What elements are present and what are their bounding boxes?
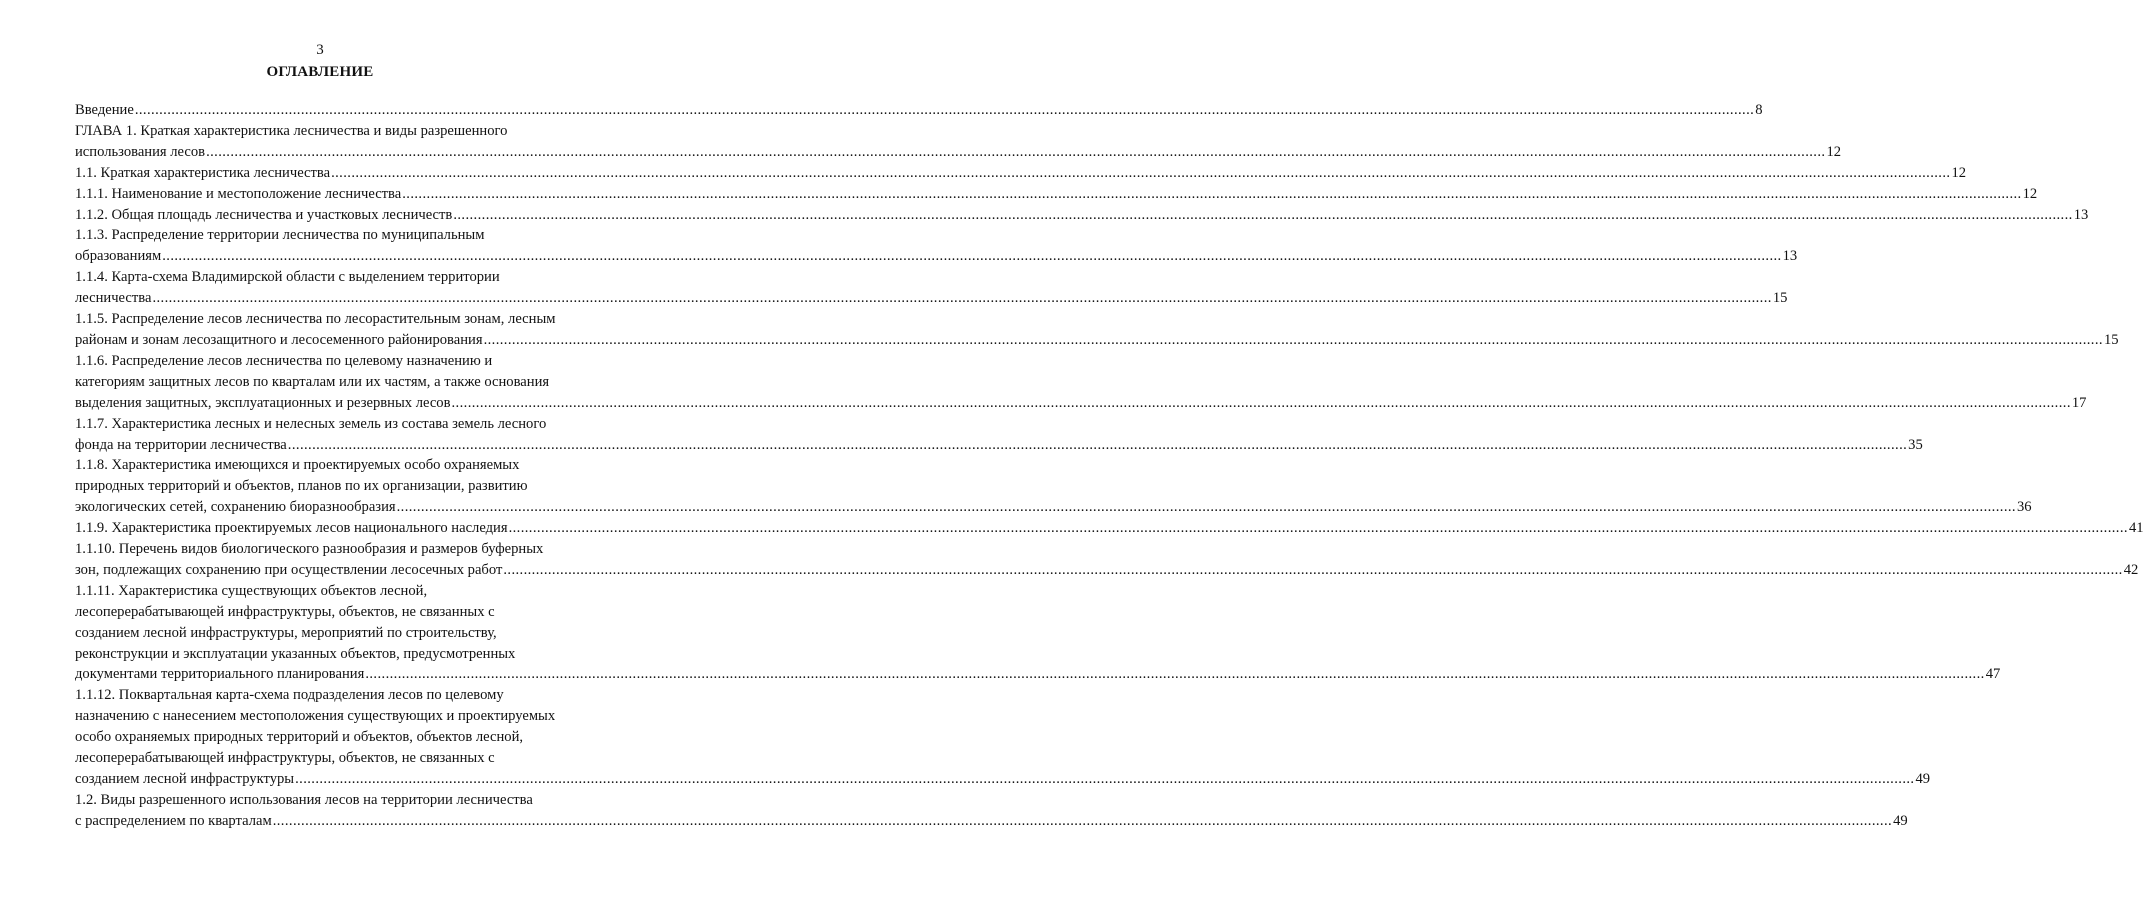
toc-entry[interactable] [75, 184, 2038, 205]
toc-page-number: 49 [1893, 812, 1908, 829]
dot-leader: ................................................................................................................................................................................................................................................................................................................................................................................................................ [272, 812, 1893, 829]
toc-entry-text: лесничества [75, 290, 152, 307]
toc-entry-text: 1.2. Виды разрешенного использования лесов на территории лесничества [75, 791, 533, 808]
toc-page-number: 8 [1755, 102, 1763, 118]
toc-entry[interactable] [75, 539, 2139, 581]
toc-entry-text: 1.1.2. Общая площадь лесничества и участковых лесничеств [75, 206, 453, 223]
toc-page-number: 13 [2073, 206, 2089, 223]
toc-entry[interactable] [75, 225, 1798, 267]
dot-leader: ................................................................................................................................................................................................................................................................................................................................................................................................................ [451, 394, 2071, 411]
toc-entry[interactable] [75, 518, 2144, 539]
toc-entry-text: созданием лесной инфраструктуры, мероприятий по строительству, [75, 624, 497, 641]
toc-entry-text: Введение [75, 102, 134, 118]
toc-page-number: 12 [1951, 164, 1967, 181]
toc-entry-text: экологических сетей, сохранению биоразнообразия [75, 499, 396, 516]
toc-entry-text: фонда на территории лесничества [75, 436, 287, 453]
dot-leader: ................................................................................................................................................................................................................................................................................................................................................................................................................ [503, 561, 2123, 578]
toc-entry-text: использования лесов [75, 143, 206, 160]
toc-page-number: 49 [1915, 771, 1931, 787]
toc-entry-text: ГЛАВА 1. Краткая характеристика лесничества и виды разрешенного [75, 122, 508, 139]
page-title: ОГЛАВЛЕНИЕ [266, 64, 374, 80]
toc-entry-text: созданием лесной инфраструктуры [75, 771, 295, 787]
toc-entry-text: лесоперерабатывающей инфраструктуры, объектов, не связанных с [75, 603, 495, 620]
dot-leader: ................................................................................................................................................................................................................................................................................................................................................................................................................ [453, 206, 2073, 223]
toc-entry-text: выделения защитных, эксплуатационных и резервных лесов [75, 394, 451, 411]
toc-entry-text: районам и зонам лесозащитного и лесосеменного районирования [75, 331, 483, 348]
toc-entry-text: 1.1.5. Распределение лесов лесничества по лесорастительным зонам, лесным [75, 311, 556, 328]
dot-leader: ................................................................................................................................................................................................................................................................................................................................................................................................................ [331, 164, 1951, 181]
dot-leader: ................................................................................................................................................................................................................................................................................................................................................................................................................ [402, 185, 2022, 202]
toc-entry-text: категориям защитных лесов по кварталам или их частям, а также основания [75, 373, 550, 390]
toc-page-number: 12 [2022, 185, 2038, 202]
toc-entry-text: 1.1.9. Характеристика проектируемых лесов национального наследия [75, 520, 508, 537]
toc-entry[interactable] [75, 581, 2001, 686]
toc-page-number: 17 [2071, 394, 2087, 411]
dot-leader: ................................................................................................................................................................................................................................................................................................................................................................................................................ [365, 666, 1985, 683]
toc-page-number: 35 [1908, 436, 1923, 453]
toc-entry-text: 1.1.7. Характеристика лесных и нелесных земель из состава земель лесного [75, 415, 547, 432]
table-of-contents [75, 100, 2144, 832]
dot-leader: ................................................................................................................................................................................................................................................................................................................................................................................................................ [483, 331, 2103, 348]
toc-entry[interactable] [75, 205, 2089, 226]
toc-page-number: 15 [2103, 331, 2119, 348]
dot-leader: ................................................................................................................................................................................................................................................................................................................................................................................................................ [396, 499, 2016, 516]
toc-entry-text: 1.1.1. Наименование и местоположение лесничества [75, 185, 402, 202]
toc-page-number: 12 [1826, 143, 1842, 160]
toc-entry-text: назначению с нанесением местоположения существующих и проектируемых [75, 708, 556, 725]
dot-leader: ................................................................................................................................................................................................................................................................................................................................................................................................................ [162, 248, 1782, 265]
toc-page-number: 15 [1772, 290, 1788, 307]
toc-entry[interactable] [75, 685, 1931, 790]
toc-entry-text: с распределением по кварталам [75, 812, 272, 829]
page-number: 3 [316, 42, 324, 58]
toc-entry-text: 1.1.6. Распределение лесов лесничества по целевому назначению и [75, 352, 493, 369]
toc-entry[interactable] [75, 267, 1788, 309]
toc-page-number: 13 [1782, 248, 1798, 265]
toc-entry-text: документами территориального планирования [75, 666, 365, 683]
toc-entry-text: 1.1.3. Распределение территории лесничества по муниципальным [75, 227, 485, 244]
toc-entry-text: природных территорий и объектов, планов по их организации, развитию [75, 478, 528, 495]
dot-leader: ................................................................................................................................................................................................................................................................................................................................................................................................................ [134, 102, 1755, 118]
dot-leader: ................................................................................................................................................................................................................................................................................................................................................................................................................ [287, 436, 1908, 453]
dot-leader: ................................................................................................................................................................................................................................................................................................................................................................................................................ [508, 520, 2128, 537]
toc-entry[interactable] [75, 121, 1842, 163]
toc-entry-text: 1.1.8. Характеристика имеющихся и проектируемых особо охраняемых [75, 457, 520, 474]
toc-page-number: 42 [2123, 561, 2139, 578]
toc-entry-text: реконструкции и эксплуатации указанных объектов, предусмотренных [75, 645, 516, 662]
toc-entry[interactable] [75, 309, 2119, 351]
toc-entry-text: 1.1.12. Поквартальная карта-схема подразделения лесов по целевому [75, 687, 504, 704]
dot-leader: ................................................................................................................................................................................................................................................................................................................................................................................................................ [206, 143, 1826, 160]
toc-entry[interactable] [75, 790, 1908, 832]
toc-entry-text: зон, подлежащих сохранению при осуществлении лесосечных работ [75, 561, 503, 578]
dot-leader: ................................................................................................................................................................................................................................................................................................................................................................................................................ [152, 290, 1772, 307]
toc-entry[interactable] [75, 163, 1967, 184]
toc-entry-text: особо охраняемых природных территорий и объектов, объектов лесной, [75, 729, 524, 746]
toc-entry-text: образованиям [75, 248, 162, 265]
dot-leader: ................................................................................................................................................................................................................................................................................................................................................................................................................ [295, 771, 1915, 787]
toc-entry-text: 1.1. Краткая характеристика лесничества [75, 164, 331, 181]
toc-page-number: 41 [2128, 520, 2144, 537]
toc-page-number: 36 [2016, 499, 2032, 516]
toc-entry[interactable] [75, 414, 1923, 456]
toc-entry[interactable] [75, 100, 1763, 121]
toc-page-number: 47 [1985, 666, 2001, 683]
toc-entry-text: 1.1.4. Карта-схема Владимирской области с выделением территории [75, 269, 500, 286]
toc-entry-text: 1.1.11. Характеристика существующих объектов лесной, [75, 582, 428, 599]
toc-entry-text: 1.1.10. Перечень видов биологического разнообразия и размеров буферных [75, 541, 544, 558]
toc-entry[interactable] [75, 455, 2032, 518]
toc-entry[interactable] [75, 351, 2087, 414]
toc-entry-text: лесоперерабатывающей инфраструктуры, объектов, не связанных с [75, 750, 495, 767]
